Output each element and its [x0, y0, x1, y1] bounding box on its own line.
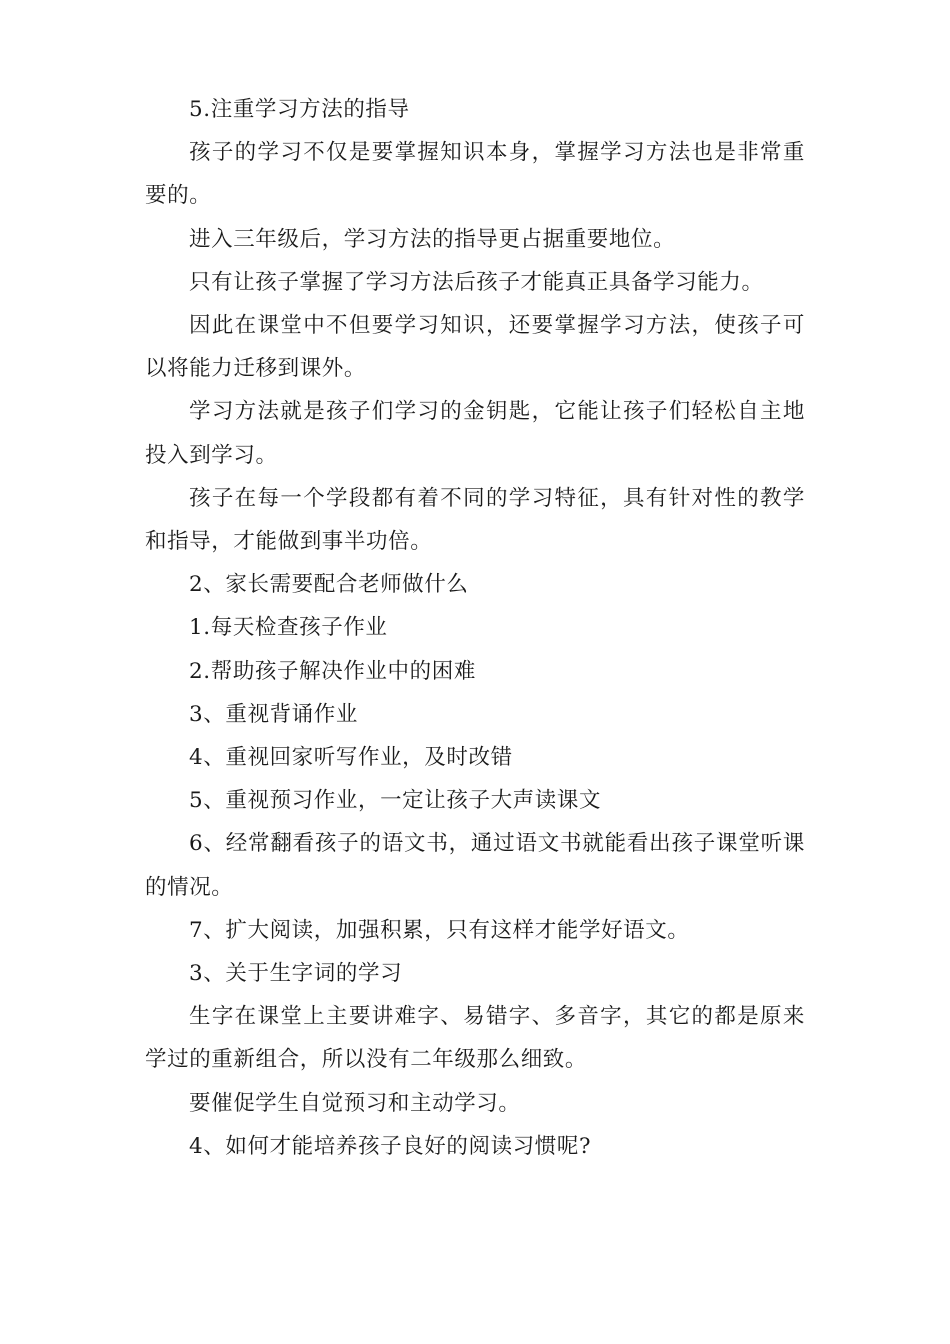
- list-item: 4、重视回家听写作业，及时改错: [189, 745, 513, 771]
- paragraph: 生字在课堂上主要讲难字、易错字、多音字，其它的都是原来学过的重新组合，所以没有二年级那么细致。: [145, 1004, 805, 1073]
- paragraph: 要催促学生自觉预习和主动学习。: [189, 1090, 521, 1116]
- section-heading-new-words: 3、关于生字词的学习: [189, 961, 403, 987]
- list-item: 5、重视预习作业，一定让孩子大声读课文: [189, 788, 602, 814]
- paragraph: 进入三年级后，学习方法的指导更占据重要地位。: [189, 226, 676, 252]
- paragraph: 孩子的学习不仅是要掌握知识本身，掌握学习方法也是非常重要的。: [145, 140, 805, 209]
- paragraph: 只有让孩子掌握了学习方法后孩子才能真正具备学习能力。: [189, 269, 764, 295]
- list-item: 7、扩大阅读，加强积累，只有这样才能学好语文。: [189, 917, 690, 943]
- paragraph: 孩子在每一个学段都有着不同的学习特征，具有针对性的教学和指导，才能做到事半功倍。: [145, 485, 805, 555]
- document-body: [145, 88, 805, 1168]
- section-heading-parents: 2、家长需要配合老师做什么: [189, 572, 469, 598]
- paragraph: 学习方法就是孩子们学习的金钥匙，它能让孩子们轻松自主地投入到学习。: [145, 399, 805, 468]
- paragraph: 因此在课堂中不但要学习知识，还要掌握学习方法，使孩子可以将能力迁移到课外。: [145, 313, 805, 382]
- section-heading-reading-habits: 4、如何才能培养孩子良好的阅读习惯呢?: [189, 1133, 592, 1159]
- list-item: 3、重视背诵作业: [189, 701, 358, 727]
- list-item: 2.帮助孩子解决作业中的困难: [189, 658, 476, 684]
- list-item: 1.每天检查孩子作业: [189, 615, 388, 641]
- list-item: 6、经常翻看孩子的语文书，通过语文书就能看出孩子课堂听课的情况。: [145, 831, 805, 900]
- paragraph-heading-study-method: 5.注重学习方法的指导: [189, 97, 410, 122]
